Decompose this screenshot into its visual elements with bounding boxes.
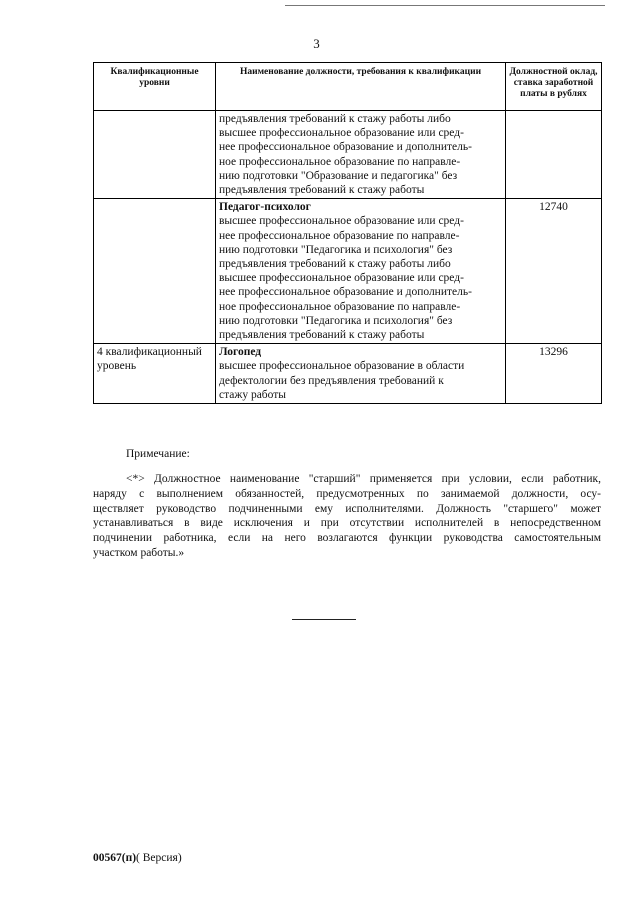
document-version: ( Версия): [136, 852, 182, 864]
requirement-line: ное профессиональное образование по направле-: [219, 300, 461, 313]
note-line: участком работы.»: [93, 546, 185, 559]
footer: [93, 852, 182, 864]
table-row: [94, 199, 602, 344]
job-title: Педагог-психолог: [219, 201, 311, 214]
requirement-line: высшее профессиональное образование или сред-: [219, 215, 464, 228]
salary-cell: 12740: [506, 199, 602, 344]
table-header-row: [94, 63, 602, 111]
requirement-line: предъявления требований к стажу работы либо: [219, 258, 451, 271]
document-code: 00567(п): [93, 852, 137, 864]
note-line: <*> Должностное наименование "старший" применяется при условии, если работник,: [126, 473, 601, 485]
requirement-line: высшее профессиональное образование или сред-: [219, 272, 464, 285]
requirement-line: нее профессиональное образование и дополнитель-: [219, 141, 472, 154]
note-line: ществляет руководство подчиненными ему исполнителями. Должность "старшего" может: [93, 502, 601, 515]
level-cell: [94, 111, 216, 199]
salary-cell: 13296: [506, 344, 602, 404]
note-body: [93, 472, 601, 561]
header-levels: Квалификационные уровни: [94, 63, 216, 111]
header-salary: Должностной оклад, ставка заработной платы в рублях: [506, 63, 602, 111]
position-cell: [216, 111, 506, 199]
header-position: Наименование должности, требования к квалификации: [216, 63, 506, 111]
requirement-line: нию подготовки "Педагогика и психология" без: [219, 314, 453, 327]
requirement-line: ное профессиональное образование по направле-: [219, 155, 461, 168]
table-row: [94, 344, 602, 404]
requirement-line: предъявления требований к стажу работы: [219, 329, 425, 342]
requirement-line: нее профессиональное образование и дополнитель-: [219, 286, 472, 299]
requirement-line: нию подготовки "Педагогика и психология" без: [219, 243, 453, 256]
level-cell: 4 квалификационный уровень: [94, 344, 216, 404]
table-row: [94, 111, 602, 199]
note-line: устанавливаться в виде исключения и при отсутствии исполнителей в непосредственном: [93, 517, 601, 530]
level-cell: [94, 199, 216, 344]
requirement-line: нее профессиональное образование по направле-: [219, 229, 460, 242]
note-title: Примечание:: [126, 448, 190, 460]
section-divider: [292, 619, 356, 620]
requirements-text: [219, 112, 502, 197]
salary-cell: [506, 111, 602, 199]
requirement-line: предъявления требований к стажу работы либо: [219, 113, 451, 125]
requirements-text: [219, 214, 502, 342]
requirement-line: стажу работы: [219, 388, 287, 401]
page-number: 3: [313, 36, 320, 51]
note-line: наряду с выполнением обязанностей, предусмотренных по занимаемой должности, осу-: [93, 487, 601, 500]
position-cell: [216, 199, 506, 344]
job-title: Логопед: [219, 346, 262, 359]
requirement-line: предъявления требований к стажу работы: [219, 184, 425, 197]
requirement-line: нию подготовки "Образование и педагогика" без: [219, 169, 458, 182]
requirements-text: [219, 359, 502, 402]
requirement-line: высшее профессиональное образование или сред-: [219, 127, 464, 140]
requirement-line: высшее профессиональное образование в области: [219, 360, 465, 373]
top-rule: [285, 5, 605, 6]
requirement-line: дефектологии без предъявления требований к: [219, 374, 444, 387]
position-cell: [216, 344, 506, 404]
note-line: подчинении работника, если на него возлагаются функции руководства самостоятельным: [93, 532, 601, 545]
qualification-table: [93, 62, 602, 404]
